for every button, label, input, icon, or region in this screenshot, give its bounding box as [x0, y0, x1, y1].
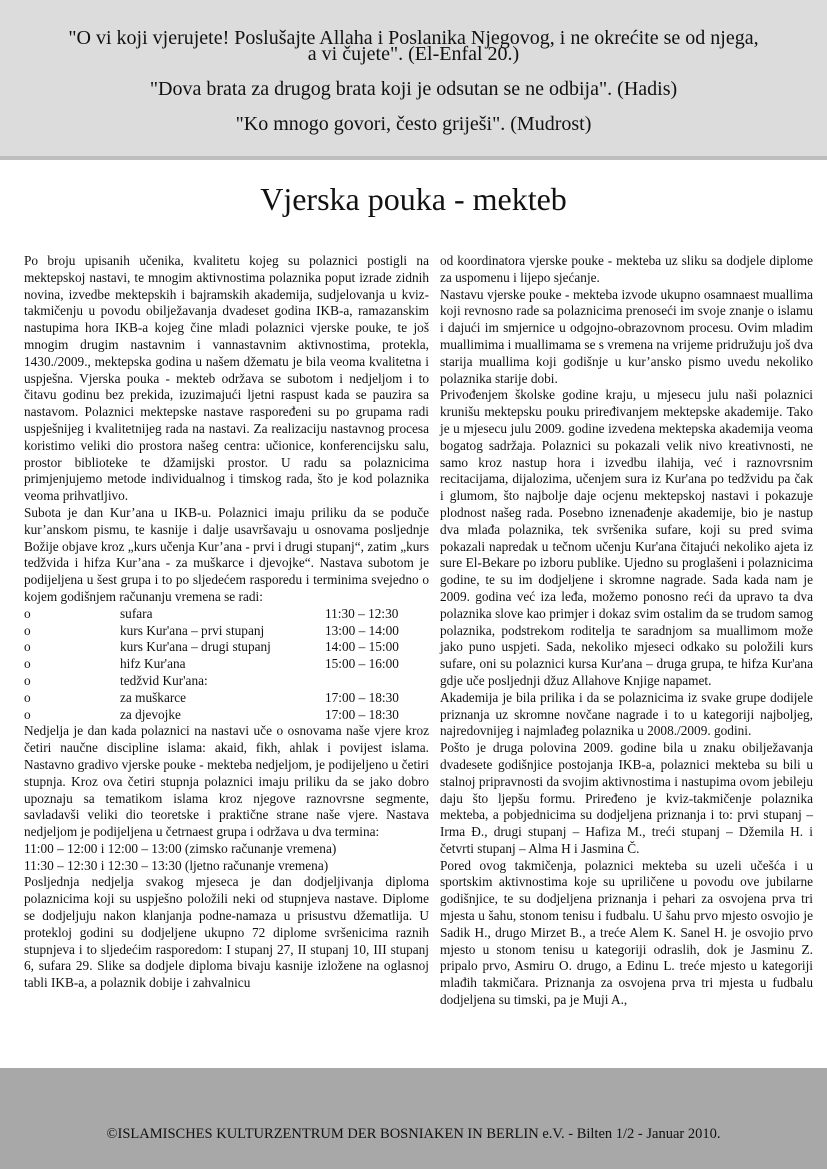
quran-quote-line2: a vi čujete". (El-Enfal 20.) — [307, 43, 520, 65]
schedule-marker: o — [24, 672, 31, 688]
footer-copyright: ©ISLAMISCHES KULTURZENTRUM DER BOSNIAKEN IN BERLIN e.V. - Bilten 1/2 - Januar 2010. — [106, 1126, 721, 1142]
wisdom-quote: "Ko mnogo govori, često griješi". (Mudrost) — [235, 113, 592, 135]
schedule-row — [24, 673, 429, 690]
schedule-name: kurs Kur'ana – prvi stupanj — [120, 622, 265, 638]
schedule-name: kurs Kur'ana – drugi stupanj — [120, 639, 271, 655]
saturday-schedule — [24, 606, 429, 724]
schedule-time: 14:00 – 15:00 — [325, 639, 399, 655]
header-band — [0, 0, 827, 160]
page-title: Vjerska pouka - mekteb — [260, 181, 567, 217]
schedule-marker: o — [24, 689, 31, 705]
schedule-row — [24, 707, 429, 724]
schedule-row — [24, 690, 429, 707]
paragraph: Pošto je druga polovina 2009. godine bila u znaku obilježavanja dvadesete godišnjice postojanja IKB-a, polaznici mekteba su bili u stalnoj pripravnosti da svojim aktivnostima i nastupima ovom jebileju daju što ljepšu formu. Priređeno je kviz-takmičenje polaznika mekteba, a pobjednicima su dodjeljena priznanja i to: prvi stupanj – Irma Đ., drugi stupanj – Hafiza M., treći stupanj – Džemila H. i četvrti stupanj – Alma H i Jasmina Č. — [440, 740, 813, 856]
sunday-term-winter: 11:00 – 12:00 i 12:00 – 13:00 (zimsko računanje vremena) — [24, 840, 337, 856]
schedule-name: hifz Kur'ana — [120, 656, 186, 672]
schedule-marker: o — [24, 706, 31, 722]
schedule-name: sufara — [120, 605, 153, 621]
left-column — [24, 253, 429, 992]
quran-quote-line1: "O vi koji vjerujete! Poslušajte Allaha i Poslanika Njegovog, i ne okrećite se od njega, — [68, 27, 759, 49]
paragraph: Nedjelja je dan kada polaznici na nastavi uče o osnovama naše vjere kroz četiri naučne discipline islama: akaid, fikh, ahlak i povijest islama. Nastavno gradivo vjerske pouke - mekteba nedjeljom, je podijeljeno u četiri stupnja. Kroz ova četiri stupnja polaznici imaju priliku da se jako dobro upoznaju sa tematikom islama kroz njegove raznovrsne segmente, savladavši veliki dio teoretske i praktične strane naše vjere. Nastava nedjeljom je podijeljena u četrnaest grupa i održava u dva termina: — [24, 723, 429, 840]
schedule-name: za djevojke — [120, 706, 181, 722]
schedule-name: tedžvid Kur'ana: — [120, 672, 208, 688]
footer-band — [0, 1068, 827, 1169]
schedule-marker: o — [24, 656, 31, 672]
schedule-time: 17:00 – 18:30 — [325, 689, 399, 705]
schedule-marker: o — [24, 605, 31, 621]
schedule-time: 13:00 – 14:00 — [325, 622, 399, 638]
schedule-row — [24, 606, 429, 623]
paragraph: Privođenjem školske godine kraju, u mjesecu julu naši polaznici krunišu mektepsku pouku priređivanjem mektepske akademije. Tako je u mjesecu julu 2009. godine izvedena mektepska akademija veoma bogatog sadržaja. Polaznici su pokazali velik nivo kreativnosti, ne samo kroz nastup hora i izvedbu ilahija, već i raznovrsnim recitacijama, dijalozima, učenjem sura iz Kur'ana po tedžvidu pa čak i glumom, što najbolje daje ocjenu mektepskoj nastavi i pokazuje plodnost našeg rada. Posebno iznenađenje akademije, bio je nastup dva mlađa polaznika, tek svršenika sufare, koji su pred svima pokazali napredak u tečnom učenju Kur'ana čitajući nekoliko ajeta iz sure El-Bekare po izboru publike. Ujedno su proglašeni i polaznicima godine, te su im dodjeljene i skromne nagrade. Sada kada nam je 2009. godina već iza leđa, možemo ponosno reći da upravo ta dva polaznika slove kao primjer i dokaz svim ostalim da se trudom samog polaznika, podstrekom roditelja te saradnjom sa muallimom može jako puno uspjeti. Sada, nekoliko mjeseci odkako su položili kurs sufare, oni su polaznici kursa Kur'ana – druga grupa, te hifza Kur'ana gdje uče posljednji džuz Allahove Knjige napamet. — [440, 387, 813, 688]
paragraph: Akademija je bila prilika i da se polaznicima iz svake grupe dodijele priznanja uz skromne novčane nagrade i to u kategoriji najboljeg, najredovnijeg i najmlađeg polaznika u 2008./2009. godini. — [440, 689, 813, 739]
quran-quote — [40, 27, 787, 65]
schedule-marker: o — [24, 639, 31, 655]
schedule-name: za muškarce — [120, 689, 187, 705]
paragraph: od koordinatora vjerske pouke - mekteba uz sliku sa dodjele diplome za uspomenu i lijepo sjećanje. — [440, 253, 813, 285]
schedule-time: 17:00 – 18:30 — [325, 706, 399, 722]
paragraph: Nastavu vjerske pouke - mekteba izvode ukupno osamnaest muallima koji revnosno rade sa polaznicima prenoseći im svoje znanje o islamu i dajući im smjernice u odgojno-obrazovnom procesu. Ovim mladim muallimima i muallimama se s vremena na vrijeme pridružuju još dva starija muallima koji godišnje u kur’ansko pismo uvedu nekoliko polaznika starije dobi. — [440, 286, 813, 386]
sunday-term-summer: 11:30 – 12:30 i 12:30 – 13:30 (ljetno računanje vremena) — [24, 857, 329, 873]
paragraph: Pored ovog takmičenja, polaznici mekteba su uzeli učešća i u sportskim aktivnostima koje su upriličene u povodu ove jubilarne godišnjice, te su dodjeljena priznanja i pehari za osvojena prva tri mjesta u šahu, stonom tenisu i fudbalu. U šahu prvo mjesto osvojio je Sadik H., drugo Mirzet B., a treće Alem K. Sanel H. je osvojio prvo mjesto u stonom tenisu u kategoriji odraslih, dok je Jasminu Z. pripalo prvo, Asmiru O. drugo, a Edinu L. treće mjesto u kategoriji mlađih takmičara. Priznanja za osvojena prva tri mjesta u fudbalu dodjeljena su timski, pa je Muji A., — [440, 857, 813, 1008]
schedule-time: 11:30 – 12:30 — [325, 605, 399, 621]
schedule-row — [24, 639, 429, 656]
schedule-time: 15:00 – 16:00 — [325, 656, 399, 672]
paragraph: Po broju upisanih učenika, kvalitetu kojeg su polaznici postigli na mektepskoj nastavi, te mnogim aktivnostima polaznika poput izrade zidnih novina, izvedbe mektepskih i bajramskih akademija, sudjelovanja u kviz-takmičenju u povodu obilježavanja dvadeset godina IKB-a, ramazanskim nastupima hora IKB-a kojeg čine mladi polaznici vjerske pouke, te još mnogim drugim nastavnim i vannastavnim aktivnostima, protekla, 1430./2009., mektepska godina u našem džematu je bila veoma kvalitetna i uspješna. Vjerska pouka - mekteb održava se subotom i nedjeljom i to čitavu godinu bez prekida, izuzimajući ljetni raspust kada se pauzira sa nastavom. Polaznici mektepske nastave raspoređeni su po grupama radi uspješnijeg i kvalitetnijeg rada na nastavi. Za realizaciju nastavnog procesa koristimo veliki dio prostora našeg centra: učionice, konferencijsku salu, prostor biblioteke te džamijski prostor. U radu sa polaznicima primjenjujemo metode individualnog i timskog rada, što je kod polaznika veoma prihvatljivo. — [24, 253, 429, 504]
schedule-row — [24, 623, 429, 640]
paragraph: Subota je dan Kur’ana u IKB-u. Polaznici imaju priliku da se podučе kur’anskom pismu, te kasnije i dalje usavršavaju u osnovama posljednje Božije objave kroz „kurs učenja Kur’ana - prvi i drugi stupanj“, zatim „kurs tedžvida i hifza Kur’ana - za muškarce i djevojke“. Nastava subotom je podijeljena u šest grupa i to po sljedećem rasporedu i terminima svejedno o kojem godišnjem računanju vremena se radi: — [24, 504, 429, 604]
paragraph: Posljednja nedjelja svakog mjeseca je dan dodjeljivanja diploma polaznicima koji su uspješno položili neki od stupnjeva nastave. Diplome se dodjeljuju nakon klanjanja podne-namaza u prisustvu džematlija. U proteklоj godini su dodjeljene ukupno 72 diplome svršenicima raznih stupnjeva i to sljedećim rasporedom: I stupanj 27, II stupanj 10, III stupanj 6, sufara 29. Slike sa dodjele diploma bivaju kasnije izložene na oglasnoj tabli IKB-a, a polaznik dobije i zahvalnicu — [24, 874, 429, 991]
hadith-quote: "Dova brata za drugog brata koji je odsutan se ne odbija". (Hadis) — [149, 78, 678, 100]
schedule-time — [325, 673, 429, 690]
schedule-marker: o — [24, 622, 31, 638]
schedule-row — [24, 656, 429, 673]
right-column — [440, 253, 813, 1009]
